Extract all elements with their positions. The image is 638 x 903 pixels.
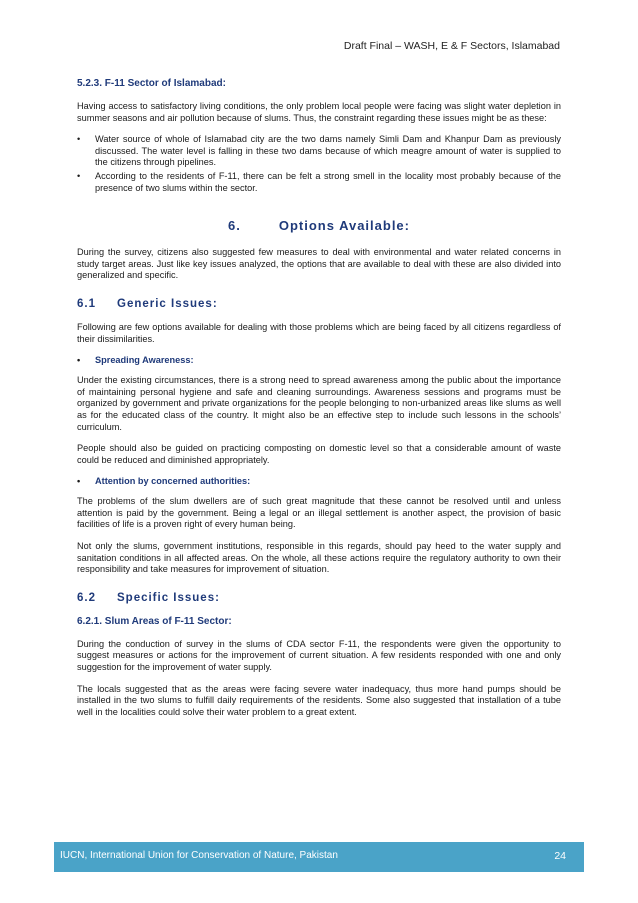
document-body <box>77 78 561 728</box>
bullet-icon: • <box>77 355 81 366</box>
list-item: • According to the residents of F-11, there can be felt a strong smell in the locality most probably because of the presence of two slums within the sector. <box>77 170 561 193</box>
bullet-heading-awareness: • Spreading Awareness: <box>77 355 194 366</box>
paragraph: During the survey, citizens also suggested few measures to deal with environmental and water related concerns in study target areas. Just like key issues analyzed, the options that are available to deal with these are also divided into generalized and specific. <box>77 247 561 281</box>
paragraph: The problems of the slum dwellers are of such great magnitude that these cannot be resolved until and unless attention is paid by the government. Being a legal or an illegal settlement is another aspect, the provision of basic facilities of life is a proven right of every human being. <box>77 496 561 530</box>
paragraph: The locals suggested that as the areas were facing severe water inadequacy, thus more hand pumps should be installed in the two slums to fulfill daily requirements of the residents. Some also suggested that installation of a tube well in the localities could solve their water problem to a great extent. <box>77 683 561 717</box>
paragraph: People should also be guided on practicing composting on domestic level so that a considerable amount of waste could be reduced and diminished appropriately. <box>77 443 561 465</box>
paragraph: Not only the slums, government institutions, responsible in this regards, should pay heed to the water supply and sanitation conditions in all affected areas. On the whole, all these actions require the regulatory authority to own their responsibility and take measures for improvement of situation. <box>77 541 561 575</box>
paragraph: Having access to satisfactory living conditions, the only problem local people were facing was slight water depletion in summer seasons and air pollution because of slums. Thus, the constraint regarding these issues might be as these: <box>77 101 561 123</box>
bullet-icon: • <box>77 476 81 487</box>
bullet-list <box>77 134 561 194</box>
subsection-heading-523: 5.2.3. F-11 Sector of Islamabad: <box>77 78 226 89</box>
bullet-icon: • <box>77 170 81 181</box>
footer-org: IUCN, International Union for Conservation of Nature, Pakistan <box>60 850 338 861</box>
subsection-heading-621: 6.2.1. Slum Areas of F-11 Sector: <box>77 615 232 627</box>
paragraph: Following are few options available for dealing with those problems which are being faced by all citizens regardless of their dissimilarities. <box>77 321 561 344</box>
bullet-icon: • <box>77 134 81 145</box>
bullet-heading-authorities: • Attention by concerned authorities: <box>77 476 251 487</box>
section-heading-6: 6. Options Available: <box>227 218 410 234</box>
page-number: 24 <box>554 850 566 862</box>
section-heading-61: 6.1 Generic Issues: <box>77 297 218 310</box>
paragraph: Under the existing circumstances, there is a strong need to spread awareness among the public about the importance of maintaining personal hygiene and safe and cleaning surroundings. Awareness sessions and programs must be organized by government and private organizations for the people belonging to non-urbanized areas like slums as well as for the educated class of the country. It might also be an effective step to include such lessons in the schools’ curriculum. <box>77 375 561 432</box>
page-footer <box>54 842 584 872</box>
paragraph: During the conduction of survey in the slums of CDA sector F-11, the respondents were given the opportunity to suggest measures or actions for the improvement of current situation. A few residents responded with one and only suggestion for the improvement of water supply. <box>77 638 561 673</box>
section-heading-62: 6.2 Specific Issues: <box>77 591 220 604</box>
page-header: Draft Final – WASH, E & F Sectors, Islamabad <box>343 40 560 52</box>
list-item: • Water source of whole of Islamabad city are the two dams namely Simli Dam and Khanpur Dam as previously discussed. The water level is falling in these two dams because of which meagre amount of water is supplied to the citizens through pipelines. <box>77 134 561 168</box>
